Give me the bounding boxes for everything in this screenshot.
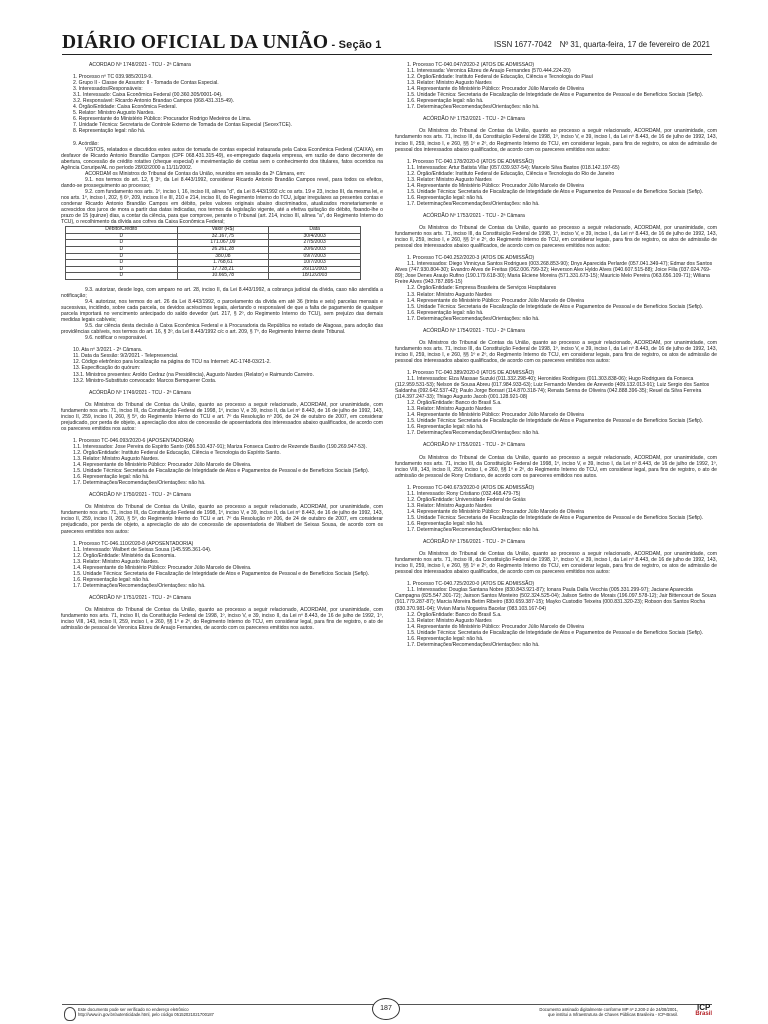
item-line: 3.1. Interessado: Caixa Econômica Federal (00.360.305/0001-04). [73, 92, 223, 99]
item-line: 1.6. Representação legal: não há. [73, 474, 150, 481]
item-line: 1.4. Representante do Ministério Público: Procurador Júlio Marcelo de Oliveira [407, 623, 584, 630]
item-line: 1.2. Órgão/Entidade: Universidade Federal de Goiás [407, 496, 526, 503]
icp-brasil-logo [695, 1004, 712, 1018]
page-number: 187 [372, 998, 400, 1020]
item-line: 1.5. Unidade Técnica: Secretaria de Fiscalização de Integridade de Atos e Pagamentos de Pessoal e de Benefícios Sociais (Sefip). [407, 303, 704, 310]
table-cell: D [66, 246, 178, 253]
paragraph: Os Ministros do Tribunal de Contas da União, quanto ao processo a seguir relacionado, ACORDAM, por unanimidade, com fundamento nos arts. 71, inciso III, da Constituição Federal de 1998, 1º, inciso V, e 39, inciso I, da Lei nº 8.443, de 16 de julho de 1992, 143, inciso II, 259, inciso I, e 260, §§ 1º e 2º, do Regimento Interno do TCU, em considerar legais, para fins de registro, os atos de admissão de pessoal dos interessados abaixo qualificados, de acordo com os pareceres emitidos nos autos: [395, 225, 717, 250]
acordao-heading: ACÓRDÃO Nº 1751/2021 - TCU - 2ª Câmara [89, 594, 191, 601]
item-line: 1.1. Interessados: Jose Pereira do Espirito Santo (086.510.437-91); Mariza Fonseca Castro de Rezende Basilio (190.269.947-53). [73, 443, 367, 450]
item-line: 1.5. Unidade Técnica: Secretaria de Fiscalização de Integridade de Atos e Pagamentos de Pessoal e de Benefícios Sociais (Sefip). [407, 514, 704, 521]
item-line: 1.7. Determinações/Recomendações/Orientações: não há. [407, 641, 540, 648]
item-line: 1.6. Representação legal: não há. [73, 576, 150, 583]
table-row [66, 273, 361, 280]
item-line: 1. Processo nº TC 039.985/2019-9. [73, 74, 153, 81]
verification-link[interactable]: http://www.in.gov.br/autenticidade.html, pelo código 05152021021700187 [78, 1012, 214, 1018]
item-line: 1.5. Unidade Técnica: Secretaria de Fiscalização de Integridade de Atos e Pagamentos de Pessoal e de Benefícios Sociais (Sefip). [73, 570, 370, 577]
item-line: 1.1. Interessado: Rony Cristiano (032.468.479-75) [407, 490, 521, 497]
acordao-heading: ACÓRDÃO Nº 1752/2021 - TCU - 2ª Câmara [423, 116, 525, 123]
item-line: 1.6. Representação legal: não há. [407, 98, 484, 105]
left-column [61, 62, 383, 994]
item-line: 1.4. Representante do Ministério Público: Procurador Júlio Marcelo de Oliveira [407, 182, 584, 189]
item-line: 1.5. Unidade Técnica: Secretaria de Fiscalização de Integridade de Atos e Pagamentos de Pessoal e de Benefícios Sociais (Sefip). [73, 468, 370, 475]
item-line: 1.2. Órgão/Entidade: Empresa Brasileira de Serviços Hospitalares [407, 285, 557, 292]
table-cell: 171.067,09 [177, 240, 269, 247]
column-header: Débito/Crédito [66, 227, 178, 234]
item-line: 1.5. Unidade Técnica: Secretaria de Fiscalização de Integridade de Atos e Pagamentos de Pessoal e de Benefícios Sociais (Sefip). [407, 92, 704, 99]
item-line: 1.2. Órgão/Entidade: Ministério da Economia. [73, 552, 176, 559]
item-line: 1.2. Órgão/Entidade: Banco do Brasil S.a. [407, 611, 502, 618]
item-line: 6. Representante do Ministério Público: Procurador Rodrigo Medeiros de Lima. [73, 116, 252, 123]
item-line: 1.6. Representação legal: não há. [407, 194, 484, 201]
table-cell: D [66, 273, 178, 280]
acordao-heading: ACÓRDÃO Nº 1749/2021 - TCU - 2ª Câmara [89, 389, 191, 396]
paragraph: Os Ministros do Tribunal de Contas da União, quanto ao processo a seguir relacionado, ACORDAM, por unanimidade, com fundamento nos arts. 71, inciso III, da Constituição Federal de 1998, 1º, inciso V, e 39, inciso I, da Lei nº 8.443, de 16 de julho de 1992, 143, inciso II, 259, inciso I, e 260, §§ 1º e 2º, do Regimento Interno do TCU, em considerar legais, para fins de registro, os atos de admissão de pessoal dos interessados abaixo qualificados, de acordo com os pareceres emitidos nos autos: [395, 128, 717, 153]
table-cell: 10/7/2003 [269, 260, 361, 267]
issn-label: ISSN 1677-7042 [494, 40, 552, 49]
item-line: 2. Grupo II - Classe de Assunto: II - Tomada de Contas Especial. [73, 80, 219, 87]
debt-table [65, 226, 361, 280]
item-line: 1.3. Relator: Ministro Augusto Nardes [407, 502, 492, 509]
item-line: 10. Ata nº 3/2021 - 2ª Câmara. [73, 347, 143, 354]
paragraph: 9.6. notificar o responsável. [85, 335, 148, 342]
table-cell: 20/6/2003 [269, 246, 361, 253]
paragraph: Os Ministros do Tribunal de Contas da União, quanto ao processo a seguir relacionado, ACORDAM, por unanimidade, com fundamento nos arts. 71, inciso III, da Constituição Federal de 1998, 1º, inciso V, e 39, inciso I, da Lei nº 8.443, de 16 de julho de 1992, 1º, inciso VIII, 143, inciso II, 259, inciso I, e 260, §§ 1º e 2º, do Regimento Interno do TCU, em considerar legal, para fins de registro, o ato de admissão de pessoal de Rony Cristiano, de acordo com os pareceres emitidos nos autos. [395, 454, 717, 479]
item-line: 4. Órgão/Entidade: Caixa Econômica Federal. [73, 104, 177, 111]
item-line: 11. Data da Sessão: 9/2/2021 - Telepresencial. [73, 353, 179, 360]
item-line: 1.5. Unidade Técnica: Secretaria de Fiscalização de Integridade de Atos e Pagamentos de Pessoal e de Benefícios Sociais (Sefip). [407, 418, 704, 425]
item-line: 1. Processo TC-046.110/2020-8 (APOSENTADORIA) [73, 540, 194, 547]
item-line: 1.3. Relator: Ministro Augusto Nardes. [73, 558, 160, 565]
item-line: 1.2. Órgão/Entidade: Banco do Brasil S.a. [407, 400, 502, 407]
signature-text: Documento assinado digitalmente conforme MP nº 2.200-2 de 24/08/2001, [539, 1007, 678, 1012]
item-line: 1.1. Interessados: Douglas Santana Nobre (830.843.921-87); Ionara Paula Dalla Vecchia (005.331.299-97); Jaciane Aparecida Campagna (825.547.301-72); Jairson Santos Monteiro (502.324.525-04); Jailson Setiro de Morais (196.097.578-12); Jair Bittencourt de Souza (911.779.287-87); Marcia Moreira Betim Ribeiro (830.659.387-15); Mayko Custodio Teixeira (000.831.320-23); Robson dos Santos Rocha (830.370.981-04); Vivian Maria Nogueira Bacelar (083.103.167-04) [395, 587, 717, 612]
table-cell: 17.728,21 [177, 266, 269, 273]
item-line: 1.1. Interessados: Artur Batista Vilar (057.039.937-54); Marcelo Silva Bastos (018.142.197-65) [407, 164, 620, 171]
column-header: Data [269, 227, 361, 234]
item-line: 1. Processo TC-046.093/2020-6 (APOSENTADORIA) [73, 437, 194, 444]
table-cell: 10.665,78 [177, 273, 269, 280]
item-line: 1.1. Interessada: Veronica Elizeu de Araujo Fernandes (570.444.224-20) [407, 68, 571, 75]
paragraph: 9.4. autorizar, nos termos do art. 26 da Lei 8.443/1992, o parcelamento da dívida em até 36 (trinta e seis) parcelas mensais e sucessivas, incidindo, sobre cada parcela, os devidos acréscimos legais, alertando o responsável de que a falta de pagamento de qualquer parcela importará no vencimento antecipado do saldo devedor (art. 217, § 2º, do Regimento Interno do TCU), sem prejuízo das demais medidas legais cabíveis; [61, 299, 383, 324]
item-line: 1. Processo TC-040.725/2020-0 (ATOS DE ADMISSÃO) [407, 581, 535, 588]
column-header: Valor (R$) [177, 227, 269, 234]
item-line: 1.3. Relator: Ministro Augusto Nardes [407, 80, 492, 87]
paragraph: 9.3. autorizar, desde logo, com amparo no art. 28, inciso II, da Lei 8.443/1992, a cobrança judicial da dívida, caso não atendida a notificação; [61, 286, 383, 299]
item-line: 1.2. Órgão/Entidade: Instituto Federal de Educação, Ciência e Tecnologia do Piauí [407, 74, 593, 81]
item-line: 13.1. Ministros presentes: Aroldo Cedraz (na Presidência), Augusto Nardes (Relator) e Raimundo Carreiro. [73, 371, 314, 378]
item-line: 1.2. Órgão/Entidade: Instituto Federal de Educação, Ciência e Tecnologia do Rio de Janeiro [407, 170, 615, 177]
table-cell: 26/11/2003 [269, 266, 361, 273]
item-line: 1.1. Interessados: Elza Massae Suzuki (011.332.298-40); Heronides Rodrigues (011.303.838-06); Hugo Rodrigues da Fonseca (112.959.531-53); Nelson de Sousa Abreu (017.984.933-63); Luiz Fernando Mendes de Azevedo (409.132.013-91); Luiz Sergio dos Santos Saldanha (092.642.537-42); Paulo Jorge Borsari (114.870.318-74); Renata Senna de Oliveira (042.888.396-35); Reuel da Silva Ferreira (114.397.247-33); Thiago Augusto Jacob (001.128.921-08) [395, 376, 710, 401]
item-line: 1.1. Interessados: Diego Vinnicyus Santos Rodrigues (003.268.853-90); Dnys Aparecida Perlarde (057.041.349-47); Edmar dos Santos Alves (747.930.804-30); Evandro Alves de Freitas (062.006.799-32); Heverson Alex Hyldo Alves (040.607.515-88); Joice Filla (037.024.769-89); Jose Denes Araujo Rufino (190.179.618-30); Maria Elciene Moreira (571.331.673-15); Mauricio Melo Pereira (063.656.109-71); Wiliana Freire Alves (943.787.895-15) [395, 261, 713, 286]
table-cell: 32.167,75 [177, 233, 269, 240]
paragraph: 9.1. nos termos do art. 12, § 3º, da Lei 8.443/1992, considerar Ricardo Antonio Brandão Campos revel, para todos os efeitos, dando-se prosseguimento ao processo; [61, 176, 383, 189]
item-line: 3. Interessados/Responsáveis: [73, 86, 143, 93]
right-column [395, 62, 717, 994]
item-line: 1.7. Determinações/Recomendações/Orientações: não há. [407, 315, 540, 322]
table-cell: 26.261,28 [177, 246, 269, 253]
item-line: 1. Processo TC-040.673/2020-0 (ATOS DE ADMISSÃO) [407, 484, 535, 491]
item-line: 1.3. Relator: Ministro Augusto Nardes [407, 406, 492, 413]
acordao-heading: ACÓRDÃO Nº 1750/2021 - TCU - 2ª Câmara [89, 492, 191, 499]
verification-note [78, 1007, 214, 1017]
page-header [62, 30, 712, 55]
paragraph: ACORDAM os Ministros do Tribunal de Contas da União, reunidos em sessão da 2ª Câmara, em: [85, 170, 306, 177]
item-line: 1.6. Representação legal: não há. [407, 309, 484, 316]
signature-text: que institui a Infraestrutura de Chaves Públicas Brasileira - ICP-Brasil. [547, 1012, 678, 1018]
item-line: 1.7. Determinações/Recomendações/Orientações: não há. [73, 582, 206, 589]
page-footer [62, 1004, 712, 1020]
acordao-heading: ACÓRDÃO Nº 1755/2021 - TCU - 2ª Câmara [423, 442, 525, 449]
item-line: 1.3. Relator: Ministro Augusto Nardes [407, 617, 492, 624]
item-line: 13.2. Ministro-Substituto convocado: Marcos Bemquerer Costa. [73, 377, 217, 384]
item-line: 1.6. Representação legal: não há. [407, 521, 484, 527]
paragraph: Os Ministros do Tribunal de Contas da União, quanto ao processo a seguir relacionado, ACORDAM, por unanimidade, com fundamento nos arts. 71, inciso III, da Constituição Federal de 1998, 1º, inciso V, e 39, inciso I, da Lei nº 8.443, de 16 de julho de 1992, 143, inciso II, 259, inciso I, e 260, §§ 1º e 2º, do Regimento Interno do TCU, em considerar legais, para fins de registro, os atos de admissão de pessoal dos interessados abaixo qualificados, de acordo com os pareceres emitidos nos autos: [395, 551, 717, 576]
item-line: 1.5. Unidade Técnica: Secretaria de Fiscalização de Integridade de Atos e Pagamentos de Pessoal e de Benefícios Sociais (Sefip). [407, 188, 704, 195]
paragraph: Os Ministros do Tribunal de Contas da União, quanto ao processo a seguir relacionado, ACORDAM, por unanimidade, com fundamento nos arts. 71, inciso III, da Constituição Federal de 1998, 1º, inciso V, e 39, inciso II, da Lei nº 8.443, de 16 de julho de 1992, 143, inciso II, 259, inciso II, 260, § 5º, do Regimento Interno do TCU e art. 7º da Resolução nº 206, de 24 de outubro de 2007, em considerar prejudicado, por perda de objeto, a apreciação do ato de concessão de aposentadoria de Walbert de Seixas Sousa, de acordo com os pareceres emitidos nos autos: [61, 504, 383, 535]
item-line: 1.4. Representante do Ministério Público: Procurador Júlio Marcelo de Oliveira. [73, 462, 252, 469]
acordao-heading: ACÓRDÃO Nº 1756/2021 - TCU - 2ª Câmara [423, 539, 525, 546]
verification-text: Este documento pode ser verificado no endereço eletrônico [78, 1007, 189, 1012]
edition-label: Nº 31, quarta-feira, 17 de fevereiro de 2021 [559, 40, 710, 49]
item-line: 1. Processo TC-040.047/2020-2 (ATOS DE ADMISSÃO) [407, 62, 535, 68]
item-line: 1.6. Representação legal: não há. [407, 635, 484, 642]
icp-logo-subtext: Brasil [695, 1011, 712, 1017]
table-cell: 18/12/2003 [269, 273, 361, 280]
item-line: 1.7. Determinações/Recomendações/Orientações: não há. [73, 480, 206, 487]
paragraph: 9.2. com fundamento nos arts. 1º, inciso I, 16, inciso III, alínea "d", da Lei 8.443/1992 c/c os arts. 19 e 23, inciso III, da mesma lei, e nos arts. 1º, inciso I, 202, § 6º, 209, incisos II e III, 210 e 214, inciso III, do Regimento Interno do TCU, julgar irregulares as presentes contas e condenar Ricardo Antonio Brandão Campos em débito, pelos valores originais abaixo discriminados, atualizados monetariamente e acrescidos dos juros de mora a partir das datas indicadas, nos termos da legislação vigente, até a efetiva quitação do débito, fixando-lhe o prazo de 15 (quinze) dias, a contar da ciência, para que comprove, perante o Tribunal (art. 214, inciso III, alínea "a", do Regimento Interno do TCU), o recolhimento da dívida aos cofres da Caixa Econômica Federal; [61, 188, 383, 226]
signature-note [539, 1007, 678, 1017]
item-line: 1.7. Determinações/Recomendações/Orientações: não há. [407, 104, 540, 111]
gazette-title [62, 32, 382, 54]
item-line: 5. Relator: Ministro Augusto Nardes. [73, 110, 155, 117]
table-cell: D [66, 233, 178, 240]
paragraph: Os Ministros do Tribunal de Contas da União, quanto ao processo a seguir relacionado, ACORDAM, por unanimidade, com fundamento nos arts. 71, inciso III, da Constituição Federal de 1998, 1º, inciso V, e 39, inciso II, da Lei nº 8.443, de 16 de julho de 1992, 1º, inciso VIII, 143, inciso II, 259, inciso I, e 260, §§ 1º e 2º, do Regimento Interno do TCU, em considerar legal, para fins de registro, o ato de admissão de pessoal de Veronica Elizeu de Araujo Fernandes, de acordo com os pareceres emitidos nos autos. [61, 606, 383, 632]
item-line: 1.4. Representante do Ministério Público: Procurador Júlio Marcelo de Oliveira [407, 508, 584, 515]
item-line: 9. Acórdão: [73, 140, 99, 147]
table-cell: D [66, 240, 178, 247]
paragraph: VISTOS, relatados e discutidos estes autos de tomada de contas especial instaurada pela Caixa Econômica Federal (CAIXA), em desfavor de Ricardo Antonio Brandão Campos (CPF 068.431.315-49), ex-empregado daquela empresa, em razão de dano decorrente de abertura, concessão de crédito rotativo (cheque especial) e movimentação de contas sem o conhecimento dos titulares, fatos ocorridos na Agência Coruripe/AL no período 28/02/2000 a 11/11/2002. [61, 146, 383, 171]
item-line: 1.4. Representante do Ministério Público: Procurador Júlio Marcelo de Oliveira [407, 297, 584, 304]
gazette-name: DIÁRIO OFICIAL DA UNIÃO [62, 32, 329, 53]
item-line: 1. Processo TC-040.178/2020-0 (ATOS DE ADMISSÃO) [407, 158, 535, 165]
paragraph: 9.5. dar ciência desta decisão à Caixa Econômica Federal e à Procuradoria da República no estado de Alagoas, para adoção das providências cabíveis, nos termos do art. 16, § 3º, da Lei 8.443/1992 c/c o art. 209, § 7º, do Regimento Interno deste Tribunal. [61, 323, 383, 336]
icp-logo-text: ICP [696, 1003, 711, 1012]
coat-of-arms-icon [64, 1007, 76, 1021]
table-cell: 1.768,61 [177, 260, 269, 267]
item-line: 1.7. Determinações/Recomendações/Orientações: não há. [407, 527, 540, 534]
item-line: 1.2. Órgão/Entidade: Instituto Federal de Educação, Ciência e Tecnologia do Espírito Santo. [73, 450, 281, 456]
table-cell: 27/5/2003 [269, 240, 361, 247]
item-line: 1.7. Determinações/Recomendações/Orientações: não há. [407, 200, 540, 207]
item-line: 1. Processo TC-040.252/2020-3 (ATOS DE ADMISSÃO) [407, 255, 535, 262]
item-line: 1.3. Relator: Ministro Augusto Nardes [407, 291, 492, 298]
acordao-heading: ACÓRDÃO Nº 1753/2021 - TCU - 2ª Câmara [423, 212, 525, 219]
table-cell: 380,08 [177, 253, 269, 260]
item-line: 1.4. Representante do Ministério Público: Procurador Júlio Marcelo de Oliveira. [73, 564, 252, 571]
item-line: 7. Unidade Técnica: Secretaria de Controle Externo de Tomada de Contas Especial (SecexTCE). [73, 122, 292, 129]
item-line: 1.5. Unidade Técnica: Secretaria de Fiscalização de Integridade de Atos e Pagamentos de Pessoal e de Benefícios Sociais (Sefip). [407, 629, 704, 636]
paragraph: Os Ministros do Tribunal de Contas da União, quanto ao processo a seguir relacionado, ACORDAM, por unanimidade, com fundamento nos arts. 71, inciso III, da Constituição Federal de 1998, 1º, inciso V, e 39, inciso II, da Lei nº 8.443, de 16 de julho de 1992, 143, inciso II, 259, inciso II, 260, § 5º, do Regimento Interno do TCU e art. 7º da Resolução nº 206, de 24 de outubro de 2007, em considerar prejudicado, por perda de objeto, a apreciação dos atos de concessão de aposentadoria dos interessados abaixo qualificados, de acordo com os pareceres emitidos nos autos: [61, 401, 383, 432]
item-line: 12. Código eletrônico para localização na página do TCU na Internet: AC-1748-03/21-2. [73, 359, 271, 366]
item-line: 1. Processo TC-040.389/2020-0 (ATOS DE ADMISSÃO) [407, 369, 535, 376]
item-line: 1.3. Relator: Ministro Augusto Nardes [407, 176, 492, 183]
item-line: 3.2. Responsável: Ricardo Antonio Brandao Campos (068.431.315-49). [73, 98, 235, 105]
table-cell: 30/4/2003 [269, 233, 361, 240]
acordao-heading: ACÓRDÃO Nº 1748/2021 - TCU - 2ª Câmara [89, 62, 191, 68]
item-line: 13. Especificação do quórum: [73, 365, 141, 372]
item-line: 1.6. Representação legal: não há. [407, 424, 484, 431]
item-line: 1.4. Representante do Ministério Público: Procurador Júlio Marcelo de Oliveira [407, 86, 584, 93]
section-label: - Seção 1 [328, 39, 382, 51]
item-line: 8. Representação legal: não há. [73, 128, 146, 135]
acordao-heading: ACÓRDÃO Nº 1754/2021 - TCU - 2ª Câmara [423, 327, 525, 334]
item-line: 1.3. Relator: Ministro Augusto Nardes. [73, 456, 160, 463]
table-cell: D [66, 260, 178, 267]
item-line: 1.4. Representante do Ministério Público: Procurador Júlio Marcelo de Oliveira [407, 412, 584, 419]
paragraph: Os Ministros do Tribunal de Contas da União, quanto ao processo a seguir relacionado, ACORDAM, por unanimidade, com fundamento nos arts. 71, inciso III, da Constituição Federal de 1998, 1º, inciso V, e 39, inciso I, da Lei nº 8.443, de 16 de julho de 1992, 143, inciso II, 259, inciso I, e 260, §§ 1º e 2º, do Regimento Interno do TCU, em considerar legais, para fins de registro, os atos de admissão de pessoal dos interessados abaixo qualificados, de acordo com os pareceres emitidos nos autos: [395, 339, 717, 364]
item-line: 1.1. Interessado: Walbert de Seixas Sousa (145.595.361-04). [73, 546, 212, 553]
table-cell: 09/7/2003 [269, 253, 361, 260]
table-cell: D [66, 253, 178, 260]
table-cell: D [66, 266, 178, 273]
item-line: 1.7. Determinações/Recomendações/Orientações: não há. [407, 430, 540, 437]
